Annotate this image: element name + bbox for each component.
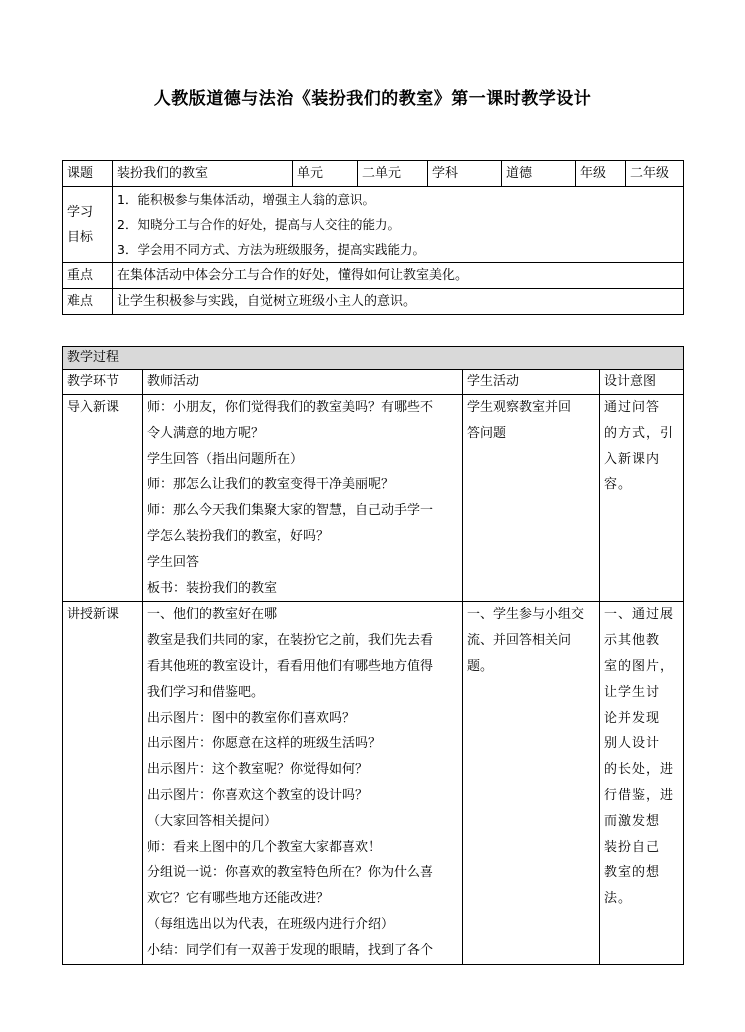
value-grade: 二年级: [626, 161, 684, 187]
teacher-line: 出示图片：图中的教室你们喜欢吗？: [147, 710, 356, 726]
intent-line: 示其他教: [604, 633, 661, 649]
teacher-line: 出示图片：你喜欢这个教室的设计吗？: [147, 787, 369, 803]
student-line: 流、并回答相关问题。: [467, 633, 572, 674]
col-student: 学生活动: [463, 370, 600, 395]
teacher-line: 教室是我们共同的家，在装扮它之前，我们先去看: [147, 633, 434, 649]
value-unit: 二单元: [358, 161, 428, 187]
teacher-line: 师：那么今天我们集聚大家的智慧，自己动手学一: [147, 503, 434, 519]
label-key: 重点: [63, 263, 113, 289]
value-goals: [113, 187, 684, 263]
teacher-cell: [143, 395, 463, 602]
process-header-row: [63, 347, 684, 370]
intent-line: 容。: [604, 477, 633, 493]
teacher-line: 看其他班的教室设计，看看用他们有哪些地方值得: [147, 658, 434, 674]
stage-label: 导入新课: [67, 400, 120, 415]
teacher-line: 师：看来上图中的几个教室大家都喜欢！: [147, 839, 382, 855]
value-topic: 装扮我们的教室: [113, 161, 293, 187]
info-row-difficulty: [63, 289, 684, 315]
info-row-goals: [63, 187, 684, 263]
teacher-line: 师：小朋友，你们觉得我们的教室美吗？有哪些不: [147, 400, 434, 415]
process-header: 教学过程: [63, 347, 684, 370]
teacher-line: 学生回答: [147, 554, 200, 570]
student-cell: [463, 395, 600, 602]
teacher-line: 一、他们的教室好在哪: [147, 607, 278, 623]
teacher-line: （大家回答相关提问）: [147, 813, 278, 829]
intent-cell: [600, 395, 684, 602]
stage-cell: [63, 395, 143, 602]
label-goals: [63, 187, 113, 263]
intent-line: 一、通过展: [604, 607, 675, 623]
intent-line: 让学生讨: [604, 684, 661, 700]
intent-line: 论并发现: [604, 710, 661, 726]
teacher-line: 欢它？它有哪些地方还能改进？: [147, 891, 330, 907]
intent-line: 的方式，引: [604, 425, 675, 441]
teacher-line: 令人满意的地方呢？: [147, 425, 265, 441]
intent-line: 而激发想: [604, 813, 661, 829]
lesson-info-table: [62, 160, 684, 315]
goal-item: 2．知晓分工与合作的好处，提高与人交往的能力。: [117, 217, 400, 232]
process-row-intro: [63, 395, 684, 602]
intent-line: 装扮自己: [604, 839, 661, 855]
teacher-line: 学生回答（指出问题所在）: [147, 451, 304, 467]
label-topic: 课题: [63, 161, 113, 187]
process-row-lecture: [63, 602, 684, 964]
student-line: 学生观察教室并回: [467, 400, 572, 415]
value-difficulty: 让学生积极参与实践，自觉树立班级小主人的意识。: [113, 289, 684, 315]
label-subject: 学科: [428, 161, 502, 187]
intent-line: 的长处，进: [604, 762, 675, 778]
teacher-cell: [143, 602, 463, 964]
teaching-process-table: [62, 346, 684, 965]
intent-cell: [600, 602, 684, 964]
info-row-key: [63, 263, 684, 289]
intent-line: 入新课内: [604, 451, 661, 467]
stage-cell: [63, 602, 143, 964]
col-intent: 设计意图: [600, 370, 684, 395]
value-key: 在集体活动中体会分工与合作的好处，懂得如何让教室美化。: [113, 263, 684, 289]
teacher-line: 师：那怎么让我们的教室变得干净美丽呢？: [147, 477, 395, 493]
intent-line: 别人设计: [604, 736, 661, 752]
label-grade: 年级: [576, 161, 626, 187]
document-title: 人教版道德与法治《装扮我们的教室》第一课时教学设计: [153, 89, 592, 109]
col-teacher: 教师活动: [143, 370, 463, 395]
label-goals-line2: 目标: [67, 229, 94, 245]
teacher-line: 学怎么装扮我们的教室，好吗？: [147, 528, 330, 544]
student-cell: [463, 602, 600, 964]
intent-line: 通过问答: [604, 400, 661, 415]
goal-item: 3．学会用不同方式、方法为班级服务，提高实践能力。: [117, 242, 425, 257]
student-line: 答问题: [467, 425, 507, 441]
label-difficulty: 难点: [63, 289, 113, 315]
label-unit: 单元: [293, 161, 358, 187]
intent-line: 教室的想: [604, 865, 661, 881]
intent-line: 室的图片，: [604, 658, 675, 674]
teacher-line: 出示图片：你愿意在这样的班级生活吗？: [147, 736, 382, 752]
col-stage: 教学环节: [63, 370, 143, 395]
value-subject: 道德: [502, 161, 576, 187]
label-goals-line1: 学习: [67, 204, 94, 220]
teacher-line: 分组说一说：你喜欢的教室特色所在？你为什么喜: [147, 865, 434, 881]
info-row-subject: [63, 161, 684, 187]
teacher-line: （每组选出以为代表，在班级内进行介绍）: [147, 916, 395, 932]
teacher-line: 出示图片：这个教室呢？你觉得如何？: [147, 762, 369, 778]
teacher-line: 我们学习和借鉴吧。: [147, 684, 265, 700]
intent-line: 行借鉴，进: [604, 787, 675, 803]
intent-line: 法。: [604, 891, 633, 907]
goal-item: 1．能积极参与集体活动，增强主人翁的意识。: [117, 192, 375, 207]
student-line: 一、学生参与小组交: [467, 607, 585, 623]
teacher-line: 小结：同学们有一双善于发现的眼睛，找到了各个: [147, 942, 434, 958]
teacher-line: 板书：装扮我们的教室: [147, 580, 278, 596]
stage-label: 讲授新课: [67, 607, 120, 623]
process-column-row: [63, 370, 684, 395]
